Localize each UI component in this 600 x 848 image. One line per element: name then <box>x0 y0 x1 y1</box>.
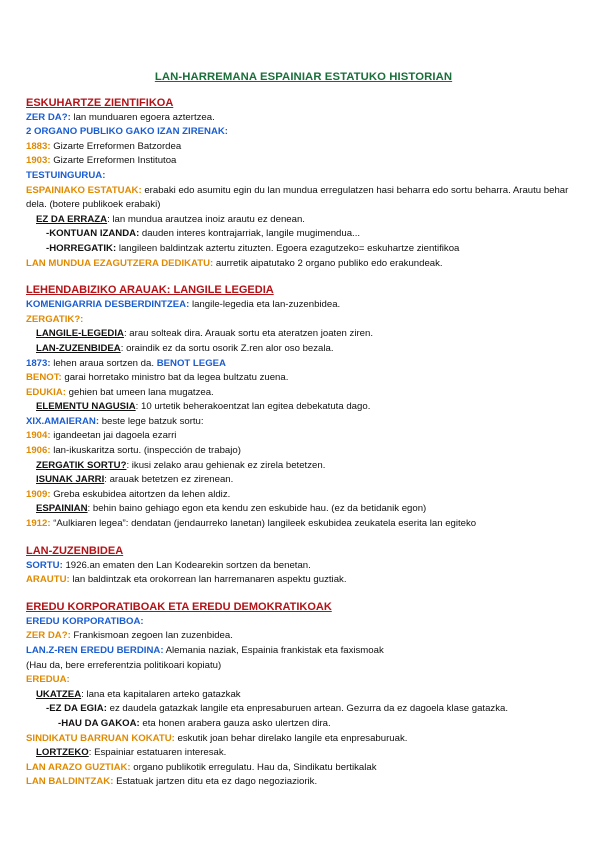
text-line <box>26 488 581 503</box>
label: ZER DA?: <box>26 111 71 123</box>
text-line <box>26 140 581 155</box>
text: gehien bat umeen lana mugatzea. <box>65 386 214 398</box>
text: beste lege batzuk sortu: <box>99 415 204 427</box>
label: KOMENIGARRIA DESBERDINTZEA: <box>26 299 190 311</box>
text: Gizarte Erreformen Batzordea <box>50 140 182 152</box>
label: BENOT: <box>26 372 62 384</box>
text-line <box>26 717 581 732</box>
text: : lana eta kapitalaren arteko gatazkak <box>81 688 241 700</box>
text-line <box>26 371 581 386</box>
text-line <box>26 242 581 257</box>
section-heading-eskuhartze: ESKUHARTZE ZIENTIFIKOA <box>26 96 174 109</box>
text: Gizarte Erreformen Institutoa <box>50 155 177 167</box>
text-line <box>26 357 581 372</box>
text: : arau solteak dira. Arauak sortu eta ateratzen joaten ziren. <box>123 328 374 340</box>
label: UKATZEA <box>36 688 82 700</box>
text-line <box>26 761 581 776</box>
text: lan baldintzak eta orokorrean lan harremanaren aspektu guztiak. <box>69 574 347 586</box>
text-line <box>26 298 581 313</box>
text: “Aulkiaren legea”: dendatan (jendaurreko lanetan) langileek eskubidea zeukatela eserita lan egiteko <box>50 518 477 530</box>
text: lan-ikuskaritza sortu. (inspección de trabajo) <box>50 445 241 457</box>
label: EDUKIA: <box>26 386 66 398</box>
document-page <box>26 70 581 790</box>
text-line <box>26 775 581 790</box>
text: ez daudela gatazkak langile eta enpresaburuen artean. Gezurra da ez dagoela klase gatazka. <box>106 703 509 715</box>
text-line <box>26 746 581 761</box>
text: : behin baino gehiago egon eta kendu zen eskubide hau. (ez da betidanik egon) <box>87 503 427 515</box>
text-line <box>26 673 581 688</box>
label: -HAU DA GAKOA: <box>58 717 140 729</box>
text-line <box>26 502 581 517</box>
label: ZER DA?: <box>26 630 71 642</box>
text: : oraindik ez da sortu osorik Z.ren alor oso bezala. <box>120 342 334 354</box>
text-line <box>26 184 581 213</box>
page-title: LAN-HARREMANA ESPAINIAR ESTATUKO HISTORIAN <box>154 71 453 83</box>
label: EZ DA ERRAZA <box>36 213 108 225</box>
text-line <box>26 227 581 242</box>
text-line <box>26 473 581 488</box>
text-line <box>26 732 581 747</box>
text: organo publikotik erregulatu. Hau da, Sindikatu bertikalak <box>130 761 377 773</box>
text-line <box>26 459 581 474</box>
label: 1912: <box>26 518 51 530</box>
text-line <box>26 429 581 444</box>
text: : lan mundua arautzea inoiz arautu ez denean. <box>107 213 305 225</box>
text: Estatuak jartzen ditu eta ez dago negoziaziorik. <box>113 776 318 788</box>
label: ISUNAK JARRI <box>36 474 105 486</box>
section-heading-lehendabiziko-arauak: LEHENDABIZIKO ARAUAK: LANGILE LEGEDIA <box>26 284 274 297</box>
text-line <box>26 154 581 169</box>
label: XIX.AMAIERAN: <box>26 415 100 427</box>
label: ARAUTU: <box>26 574 70 586</box>
text-line <box>26 213 581 228</box>
text-line <box>26 111 581 126</box>
text: (Hau da, bere erreferentzia politikoari kopiatu) <box>26 659 222 671</box>
section-heading-eredu-korporatiboak: EREDU KORPORATIBOAK ETA EREDU DEMOKRATIKOAK <box>26 600 332 613</box>
text: lehen araua sortzen da. <box>50 357 157 369</box>
label: 1883: <box>26 140 51 152</box>
text-line <box>26 517 581 532</box>
text-line <box>26 415 581 430</box>
label: LAN ARAZO GUZTIAK: <box>26 761 131 773</box>
text-line <box>26 659 581 674</box>
label: SORTU: <box>26 559 63 571</box>
text-line <box>26 644 581 659</box>
text-line <box>26 615 581 630</box>
text: aurretik aipatutako 2 organo publiko edo erakundeak. <box>213 257 443 269</box>
text-line <box>26 125 581 140</box>
text-line <box>26 327 581 342</box>
text: Greba eskubidea aitortzen da lehen aldiz. <box>50 488 231 500</box>
text: igandeetan jai dagoela ezarri <box>50 430 177 442</box>
label: EREDU KORPORATIBOA: <box>26 615 144 627</box>
text: dauden interes kontrajarriak, langile mugimendua... <box>139 228 361 240</box>
text: eta honen arabera gauza asko ulertzen dira. <box>139 717 331 729</box>
label: ESPAINIAKO ESTATUAK: <box>26 184 142 196</box>
text-line <box>26 702 581 717</box>
text-line <box>26 559 581 574</box>
label: 1906: <box>26 445 51 457</box>
text: : ikusi zelako arau gehienak ez zirela betetzen. <box>126 459 326 471</box>
label: 1873: <box>26 357 51 369</box>
label: ESPAINIAN <box>36 503 88 515</box>
label: BENOT LEGEA <box>156 357 226 369</box>
text: erabaki edo asumitu egin du lan mundua erregulatzen hasi beharra edo sortu beharra. Arautu behar dela. (botere publikoek erabaki) <box>26 184 569 211</box>
text: langile-legedia eta lan-zuzenbidea. <box>189 299 341 311</box>
label: TESTUINGURUA: <box>26 169 106 181</box>
text-line <box>26 688 581 703</box>
label: SINDIKATU BARRUAN KOKATU: <box>26 732 175 744</box>
text-line <box>26 400 581 415</box>
label: 1904: <box>26 430 51 442</box>
label: 1909: <box>26 488 51 500</box>
section-heading-lan-zuzenbidea: LAN-ZUZENBIDEA <box>26 544 124 557</box>
text-line <box>26 386 581 401</box>
text: : arauak betetzen ez zirenean. <box>104 474 234 486</box>
label: -KONTUAN IZANDA: <box>46 228 140 240</box>
label: 2 ORGANO PUBLIKO GAKO IZAN ZIRENAK: <box>26 126 229 138</box>
label: LAN BALDINTZAK: <box>26 776 114 788</box>
label: LAN MUNDUA EZAGUTZERA DEDIKATU: <box>26 257 214 269</box>
label: -HORREGATIK: <box>46 242 117 254</box>
text: Alemania naziak, Espainia frankistak eta faxismoak <box>163 645 384 656</box>
text: 1926.an ematen den Lan Kodearekin sortzen da benetan. <box>62 559 311 571</box>
text: Frankismoan zegoen lan zuzenbidea. <box>70 630 233 642</box>
label: 1903: <box>26 155 51 167</box>
text-line <box>26 444 581 459</box>
text-line <box>26 313 581 328</box>
text: eskutik joan behar direlako langile eta enpresaburuak. <box>174 732 408 744</box>
text: : 10 urtetik beherakoentzat lan egitea debekatuta dago. <box>135 401 371 413</box>
label: ZERGATIK?: <box>26 313 84 325</box>
label: LORTZEKO <box>36 747 89 759</box>
text-line <box>26 257 581 272</box>
text-line <box>26 169 581 184</box>
label: EREDUA: <box>26 674 70 686</box>
label: ELEMENTU NAGUSIA <box>36 401 136 413</box>
label: ZERGATIK SORTU? <box>36 459 127 471</box>
text-line <box>26 342 581 357</box>
text: garai horretako ministro bat da legea bultzatu zuena. <box>61 372 289 384</box>
text-line <box>26 629 581 644</box>
text: langileen baldintzak aztertu zituzten. Egoera ezagutzeko= eskuhartze zientifikoa <box>116 242 460 254</box>
text-line <box>26 573 581 588</box>
text: : Espainiar estatuaren interesak. <box>88 747 227 759</box>
label: LAN-ZUZENBIDEA <box>36 342 121 354</box>
label: -EZ DA EGIA: <box>46 703 107 715</box>
label: LAN.Z-REN EREDU BERDINA: <box>26 645 164 656</box>
text: lan munduaren egoera aztertzea. <box>70 111 215 123</box>
label: LANGILE-LEGEDIA <box>36 328 124 340</box>
